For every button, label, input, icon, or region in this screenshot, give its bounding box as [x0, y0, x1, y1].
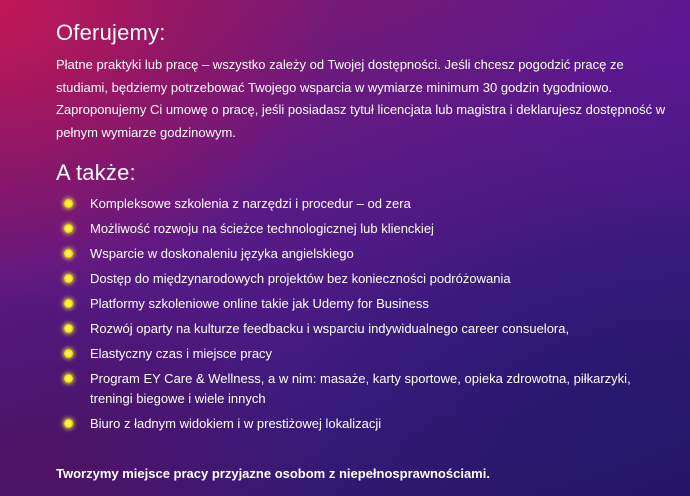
list-item-text: Biuro z ładnym widokiem i w prestiżowej lokalizacji	[90, 416, 382, 431]
accessibility-statement: Tworzymy miejsce pracy przyjazne osobom z niepełnosprawnościami.	[56, 466, 490, 481]
bullet-dot-icon	[64, 274, 73, 283]
list-item	[64, 294, 674, 314]
list-item	[64, 244, 674, 264]
bullet-dot-icon	[64, 249, 73, 258]
bullet-dot-icon	[64, 324, 73, 333]
list-item-text: Platformy szkoleniowe online takie jak Udemy for Business	[90, 296, 429, 311]
list-item-text: Możliwość rozwoju na ścieżce technologicznej lub klienckiej	[90, 221, 434, 236]
bullet-dot-icon	[64, 419, 73, 428]
list-item	[64, 319, 674, 339]
bullet-dot-icon	[64, 224, 73, 233]
list-item	[64, 219, 674, 239]
bullet-dot-icon	[64, 299, 73, 308]
offer-description: Płatne praktyki lub pracę – wszystko zależy od Twojej dostępności. Jeśli chcesz pogodzić pracę ze studiami, będziemy potrzebować Twojego wsparcia w wymiarze minimum 30 godzin tygodniowo. Zaproponujemy Ci umowę o pracę, jeśli posiadasz tytuł licencjata lub magistra i deklarujesz dostępność w pełnym wymiarze godzinowym.	[56, 57, 666, 140]
bullet-dot-icon	[64, 374, 73, 383]
list-item	[64, 414, 674, 434]
list-item	[64, 344, 674, 364]
list-item-text: Wsparcie w doskonaleniu języka angielskiego	[90, 246, 354, 261]
list-item	[64, 194, 674, 214]
list-item	[64, 369, 674, 409]
bullet-dot-icon	[64, 349, 73, 358]
list-item-text: Rozwój oparty na kulturze feedbacku i wsparciu indywidualnego career consuelora,	[90, 321, 570, 336]
offer-heading: Oferujemy:	[56, 20, 166, 45]
bullet-dot-icon	[64, 199, 73, 208]
benefits-heading: A także:	[56, 160, 136, 185]
list-item-text: Kompleksowe szkolenia z narzędzi i procedur – od zera	[90, 196, 411, 211]
list-item-text: Elastyczny czas i miejsce pracy	[90, 346, 273, 361]
list-item-text: Dostęp do międzynarodowych projektów bez konieczności podróżowania	[90, 271, 511, 286]
list-item-text: Program EY Care & Wellness, a w nim: masaże, karty sportowe, opieka zdrowotna, piłkarzyki, treningi biegowe i wiele innych	[90, 371, 631, 406]
benefits-list	[64, 194, 674, 439]
list-item	[64, 269, 674, 289]
